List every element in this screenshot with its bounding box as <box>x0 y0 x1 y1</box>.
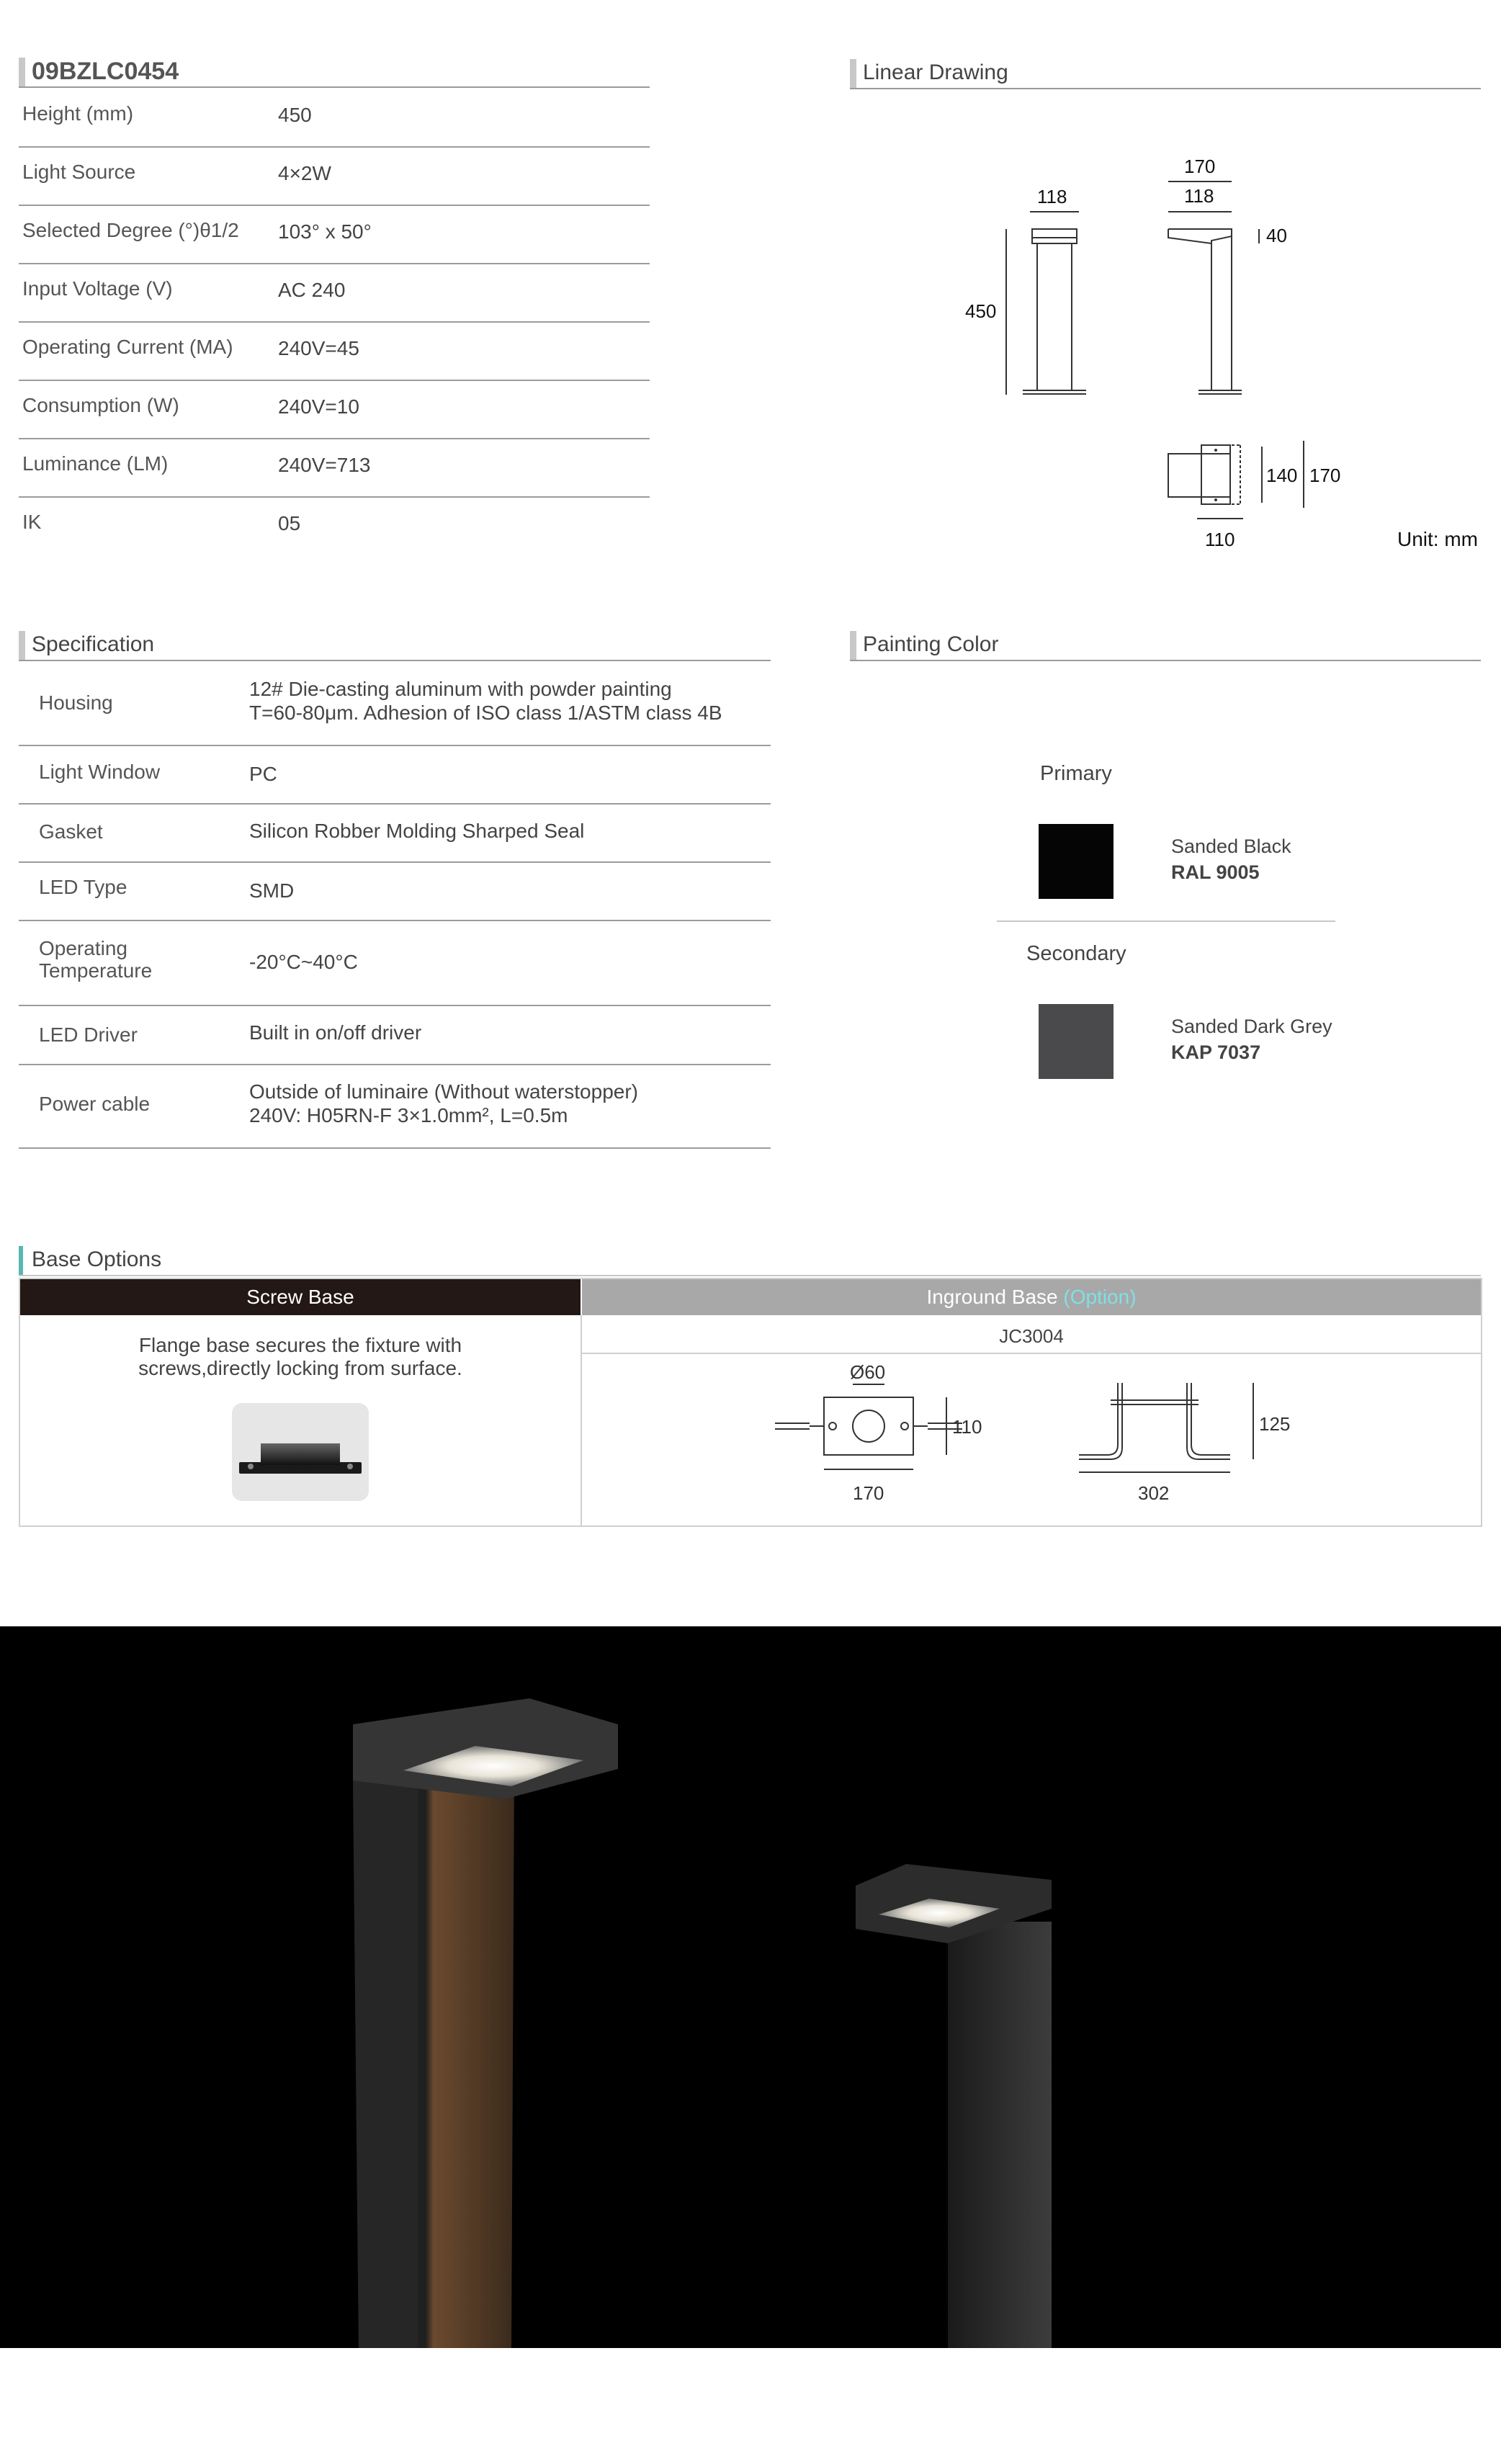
inground-hole <box>853 1410 884 1442</box>
screw-base-desc-line: screws,directly locking from surface. <box>138 1357 462 1379</box>
primary-color-name: Sanded Black <box>1171 835 1291 857</box>
secondary-label: Secondary <box>1026 942 1126 965</box>
spec-label: LED Type <box>39 876 127 898</box>
param-value: 450 <box>278 104 312 126</box>
param-label: Height (mm) <box>22 102 134 125</box>
dim-front-width: 118 <box>1037 186 1067 207</box>
spec-label: Operating <box>39 937 127 959</box>
dim-hole: Ø60 <box>850 1361 886 1383</box>
unit-label: Unit: mm <box>1397 528 1478 550</box>
spec-value: Outside of luminaire (Without waterstopper) <box>249 1080 638 1103</box>
param-row <box>19 264 650 323</box>
specification-header <box>19 631 771 661</box>
inground-base-drawing <box>769 1358 1317 1523</box>
inground-code-divider <box>582 1353 1481 1354</box>
param-row <box>19 323 650 381</box>
spec-row-gasket <box>19 805 771 863</box>
inground-code: JC3004 <box>999 1325 1064 1347</box>
param-value: 05 <box>278 512 301 534</box>
painting-color-title: Painting Color <box>863 632 999 656</box>
param-label: Input Voltage (V) <box>22 277 173 300</box>
param-value: 240V=713 <box>278 454 371 476</box>
spec-label: Temperature <box>39 959 153 982</box>
dim-height: 450 <box>965 300 997 322</box>
secondary-color-swatch <box>1039 1004 1114 1079</box>
linear-drawing-header <box>850 59 1481 89</box>
linear-drawing-title: Linear Drawing <box>863 61 1008 84</box>
top-view-body <box>1168 454 1230 497</box>
product-photo <box>0 1626 1501 2348</box>
param-label: Selected Degree (°)θ1/2 <box>22 219 239 241</box>
spec-value: 240V: H05RN-F 3×1.0mm², L=0.5m <box>249 1104 568 1126</box>
section-header-bar <box>850 59 856 88</box>
primary-label: Primary <box>1040 762 1112 785</box>
spec-value: Built in on/off driver <box>249 1021 422 1044</box>
spec-row-operating-temperature <box>19 921 771 1006</box>
front-view-head <box>1032 229 1077 243</box>
product-params-table <box>19 89 650 555</box>
spec-row-led-type <box>19 863 771 921</box>
dim-plate-height: 110 <box>952 1416 982 1438</box>
param-row <box>19 381 650 439</box>
section-header-bar <box>19 631 25 660</box>
base-options-accent-bar <box>19 1246 23 1275</box>
param-row <box>19 148 650 206</box>
inground-base-title: Inground Base <box>926 1286 1058 1308</box>
param-row <box>19 439 650 498</box>
base-options-title: Base Options <box>32 1247 162 1271</box>
dim-anchor-height: 125 <box>1259 1413 1291 1435</box>
model-header <box>19 58 650 88</box>
dim-side-width: 118 <box>1184 185 1214 207</box>
dim-base-depth: 140 <box>1266 465 1298 486</box>
secondary-color-name: Sanded Dark Grey <box>1171 1016 1332 1037</box>
dim-base-width: 110 <box>1205 529 1235 550</box>
anchor-bolt-left <box>1079 1383 1118 1455</box>
specification-title: Specification <box>32 632 155 656</box>
linear-drawing <box>929 144 1498 562</box>
secondary-color-code: KAP 7037 <box>1171 1041 1261 1063</box>
param-row <box>19 206 650 264</box>
spec-value: -20°C~40°C <box>249 951 358 973</box>
param-value: 240V=10 <box>278 395 359 418</box>
param-label: IK <box>22 511 42 533</box>
painting-color-header <box>850 631 1481 661</box>
specification-table <box>19 663 771 1149</box>
dim-head: 40 <box>1266 225 1287 246</box>
spec-value: T=60-80μm. Adhesion of ISO class 1/ASTM class 4B <box>249 702 722 724</box>
base-options-header <box>19 1246 1481 1276</box>
param-value: 4×2W <box>278 162 331 184</box>
param-value: 103° x 50° <box>278 220 372 243</box>
spec-value: SMD <box>249 879 295 902</box>
spec-value: Silicon Robber Molding Sharped Seal <box>249 820 585 842</box>
anchor-bolt-right <box>1191 1383 1230 1455</box>
dim-plate-width: 170 <box>853 1482 884 1504</box>
spec-label: Gasket <box>39 820 103 843</box>
param-label: Operating Current (MA) <box>22 336 233 358</box>
inground-base-header <box>582 1279 1481 1315</box>
base-options-table <box>19 1278 1482 1527</box>
param-label: Luminance (LM) <box>22 452 169 475</box>
spec-label: LED Driver <box>39 1023 138 1046</box>
screw-base-header <box>20 1279 581 1315</box>
model-header-bar <box>19 58 25 86</box>
spec-label: Light Window <box>39 761 161 783</box>
spec-value: PC <box>249 763 277 785</box>
param-row <box>19 498 650 555</box>
screw-base-title: Screw Base <box>246 1286 354 1308</box>
inground-plate <box>824 1397 913 1455</box>
inground-option-label: (Option) <box>1063 1286 1137 1308</box>
primary-color-swatch <box>1039 824 1114 899</box>
spec-label: Housing <box>39 691 113 714</box>
param-label: Consumption (W) <box>22 394 179 416</box>
param-label: Light Source <box>22 161 136 183</box>
model-number: 09BZLC0454 <box>32 58 179 85</box>
param-row <box>19 89 650 148</box>
spec-row-power-cable <box>19 1065 771 1149</box>
bollard-lights-image <box>0 1626 1501 2348</box>
side-view-head <box>1168 229 1232 243</box>
param-value: AC 240 <box>278 279 346 301</box>
spec-row-light-window <box>19 746 771 805</box>
dim-anchor-width: 302 <box>1138 1482 1170 1504</box>
param-value: 240V=45 <box>278 337 359 359</box>
dim-base-total: 170 <box>1309 465 1341 486</box>
spec-row-housing <box>19 663 771 746</box>
spec-value: 12# Die-casting aluminum with powder painting <box>249 678 672 700</box>
section-header-bar <box>850 631 856 660</box>
color-divider <box>997 920 1335 922</box>
bollard-small-pole <box>948 1922 1052 2348</box>
dim-side-top: 170 <box>1184 156 1216 177</box>
primary-color-code: RAL 9005 <box>1171 861 1260 883</box>
spec-label: Power cable <box>39 1093 151 1115</box>
screw-base-desc-line: Flange base secures the fixture with <box>138 1334 462 1356</box>
screw-base-image <box>232 1403 369 1501</box>
spec-row-led-driver <box>19 1006 771 1065</box>
